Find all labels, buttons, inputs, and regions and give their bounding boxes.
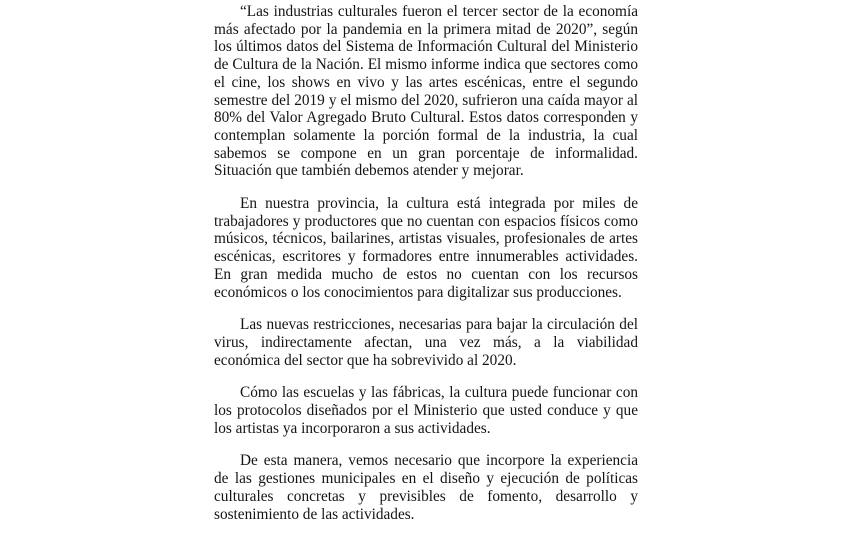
paragraph-nuestra-provincia: En nuestra provincia, la cultura está integrada por miles de trabajadores y productores que no cuentan con espacios físicos como músicos, técnicos, bailarines, artistas visuales, profesionales de artes escénicas, escritores y formadores entre innumerables actividades. En gran medida mucho de estos no cuentan con los recursos económicos o los conocimientos para digitalizar sus producciones.: [214, 195, 638, 301]
paragraph-escuelas-fabricas: Cómo las escuelas y las fábricas, la cultura puede funcionar con los protocolos diseñados por el Ministerio que usted conduce y que los artistas ya incorporaron a sus actividades.: [214, 384, 638, 437]
document-page: [214, 0, 638, 538]
paragraph-gestiones-municipales: De esta manera, vemos necesario que incorpore la experiencia de las gestiones municipales en el diseño y ejecución de políticas culturales concretas y previsibles de fomento, desarrollo y sostenimiento de las actividades.: [214, 452, 638, 523]
paragraph-nuevas-restricciones: Las nuevas restricciones, necesarias para bajar la circulación del virus, indirectamente afectan, una vez más, a la viabilidad económica del sector que ha sobrevivido al 2020.: [214, 316, 638, 369]
paragraph-industrias-culturales: “Las industrias culturales fueron el tercer sector de la economía más afectado por la pandemia en la primera mitad de 2020”, según los últimos datos del Sistema de Información Cultural del Ministerio de Cultura de la Nación. El mismo informe indica que sectores como el cine, los shows en vivo y las artes escénicas, entre el segundo semestre del 2019 y el mismo del 2020, sufrieron una caída mayor al 80% del Valor Agregado Bruto Cultural. Estos datos corresponden y contemplan solamente la porción formal de la industria, la cual sabemos se compone en un gran porcentaje de informalidad. Situación que también debemos atender y mejorar.: [214, 3, 638, 180]
